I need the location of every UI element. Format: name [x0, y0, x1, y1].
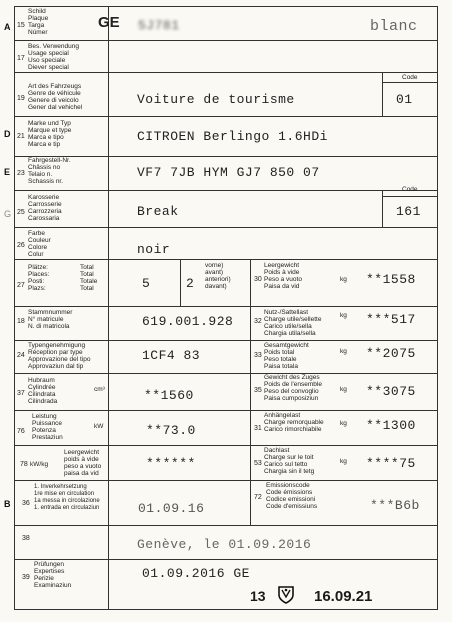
field-27-label-total: Total Total Totale Total: [80, 264, 98, 292]
field-35-unit: kg: [340, 386, 347, 393]
registration-number: 619.001.928: [142, 314, 234, 329]
field-30-label: Leergewicht Poids à vide Peso a vuoto Paisa da vid: [264, 262, 302, 290]
field-35-label: Gewicht des Zuges Poids de l'ensemble Peso del convoglio Paisa cumposiziun: [264, 374, 322, 402]
field-78-label: Leergewicht poids à vide peso a vuoto paisa da vid: [64, 449, 102, 477]
field-19-label: Art des Fahrzeugs Genre de véhicule Genere di veicolo Gener dal vehichel: [28, 83, 83, 111]
vehicle-category: Voiture de tourisme: [137, 92, 295, 107]
seats-front-label: vorne) avant) anteriori) davant): [205, 262, 231, 290]
field-24-label: Typengenehmigung Réception par type Approvazione del tipo Approvaziun dal tip: [28, 342, 91, 370]
vehicle-category-code: 01: [396, 92, 413, 107]
field-31-number: 31: [254, 425, 262, 432]
field-19-code-title: Code: [402, 74, 418, 81]
field-36-number: 36: [22, 500, 30, 507]
seats-front: 2: [186, 276, 195, 291]
field-15-number: 15: [17, 22, 25, 29]
field-37-unit: cm³: [94, 386, 105, 393]
total-weight: **2075: [366, 346, 416, 361]
field-31-label: Anhängelast Charge remorquable Carico rimorchiabile: [264, 412, 324, 433]
power: **73.0: [146, 423, 196, 438]
train-weight: **3075: [366, 384, 416, 399]
body-type-code: 161: [396, 204, 421, 219]
field-39-number: 39: [22, 574, 30, 581]
field-76-label: Leistung Puissance Potenza Prestaziun: [32, 413, 63, 441]
place-and-date-of-issue: Genève, le 01.09.2016: [137, 537, 312, 552]
field-30-number: 30: [254, 276, 262, 283]
empty-weight: **1558: [366, 272, 416, 287]
field-27-label: Plätze: Places: Posti: Plazs:: [28, 264, 50, 292]
body-type: Break: [137, 204, 179, 219]
make-and-model: CITROEN Berlingo 1.6HDi: [137, 129, 328, 144]
field-17-number: 17: [17, 55, 25, 62]
field-36-label: 1. Inverkehrsetzung 1re mise en circulation 1a messa in circolazione 1. entrada en circulaziun: [34, 484, 100, 511]
marker-e: E: [4, 167, 11, 177]
field-15-label: Schild Plaque Targa Númer: [28, 8, 49, 36]
field-26-number: 26: [17, 242, 25, 249]
field-33-number: 33: [254, 352, 262, 359]
field-21-label: Marke und Typ Marque et type Marca e tipo Marca e tip: [28, 120, 72, 148]
marker-d: D: [4, 129, 11, 139]
field-37-label: Hubraum Cylindrée Cilindrata Cilindrada: [28, 377, 58, 405]
field-19-number: 19: [17, 95, 25, 102]
chassis-number: VF7 7JB HYM GJ7 850 07: [137, 165, 320, 180]
field-32-label: Nutz-/Sattellast Charge utile/sellette Carico utile/sella Chargia utila/sella: [264, 309, 322, 337]
type-approval: 1CF4 83: [142, 348, 201, 363]
field-26-label: Farbe Couleur Colore Colur: [28, 230, 51, 258]
field-17-label: Bes. Verwendung Usage special Uso speciale Diever special: [28, 43, 79, 71]
marker-b: B: [4, 499, 11, 509]
towing-load: **1300: [366, 418, 416, 433]
canton-code: GE: [98, 14, 120, 31]
power-to-weight: ******: [146, 456, 196, 471]
marker-g: G: [4, 209, 12, 219]
field-76-number: 76: [17, 428, 25, 435]
displacement: **1560: [144, 388, 194, 403]
field-18-label: Stammnummer N° matricule N. di matricola: [28, 309, 73, 330]
field-32-number: 32: [254, 318, 262, 325]
marker-a: A: [4, 22, 11, 32]
field-35-number: 35: [254, 387, 262, 394]
field-53-label: Dachlast Charge sur le toit Carico sul tetto Chargia sin il tetg: [264, 447, 315, 475]
inspection-stamp-date: 16.09.21: [314, 588, 373, 605]
plate-number: 5J781: [138, 18, 180, 33]
field-25-code-title: Code: [402, 186, 418, 193]
field-78-number: 78: [20, 461, 28, 468]
field-39-label: Prüfungen Expertises Perizie Examinaziun: [34, 561, 72, 589]
field-30-unit: kg: [340, 276, 347, 283]
field-24-number: 24: [17, 352, 25, 359]
field-37-number: 37: [17, 390, 25, 397]
field-33-unit: kg: [340, 348, 347, 355]
field-25-number: 25: [17, 209, 25, 216]
field-72-label: Emissionscode Code émissions Codice emissioni Code d'emissiuns: [266, 482, 318, 510]
emission-code: ***B6b: [370, 498, 420, 513]
vehicle-color: noir: [137, 242, 171, 257]
field-76-unit: kW: [94, 423, 104, 430]
roof-load: ****75: [366, 456, 416, 471]
field-32-unit: kg: [340, 312, 347, 319]
field-23-label: Fahrgestell-Nr. Châssis no Telaio n. Schassis nr.: [28, 157, 71, 185]
first-registration-date: 01.09.16: [138, 501, 205, 516]
plate-color: blanc: [370, 18, 418, 35]
field-25-label: Karosserie Carrosserie Carrozzeria Carossaria: [28, 194, 62, 222]
field-72-number: 72: [254, 494, 262, 501]
coat-of-arms-icon: [276, 585, 296, 605]
inspection-date: 01.09.2016 GE: [142, 566, 250, 581]
payload: ***517: [366, 312, 416, 327]
field-53-number: 53: [254, 460, 262, 467]
field-31-unit: kg: [340, 420, 347, 427]
field-23-number: 23: [17, 170, 25, 177]
field-53-unit: kg: [340, 458, 347, 465]
field-18-number: 18: [17, 318, 25, 325]
field-78-kwkg: kW/kg: [30, 461, 49, 468]
field-33-label: Gesamtgewicht Poids total Peso totale Paisa totala: [264, 342, 309, 370]
field-27-number: 27: [17, 282, 25, 289]
inspection-stamp-number: 13: [250, 588, 266, 604]
seats-total: 5: [142, 276, 151, 291]
field-21-number: 21: [17, 133, 25, 140]
field-38-number: 38: [22, 535, 30, 542]
